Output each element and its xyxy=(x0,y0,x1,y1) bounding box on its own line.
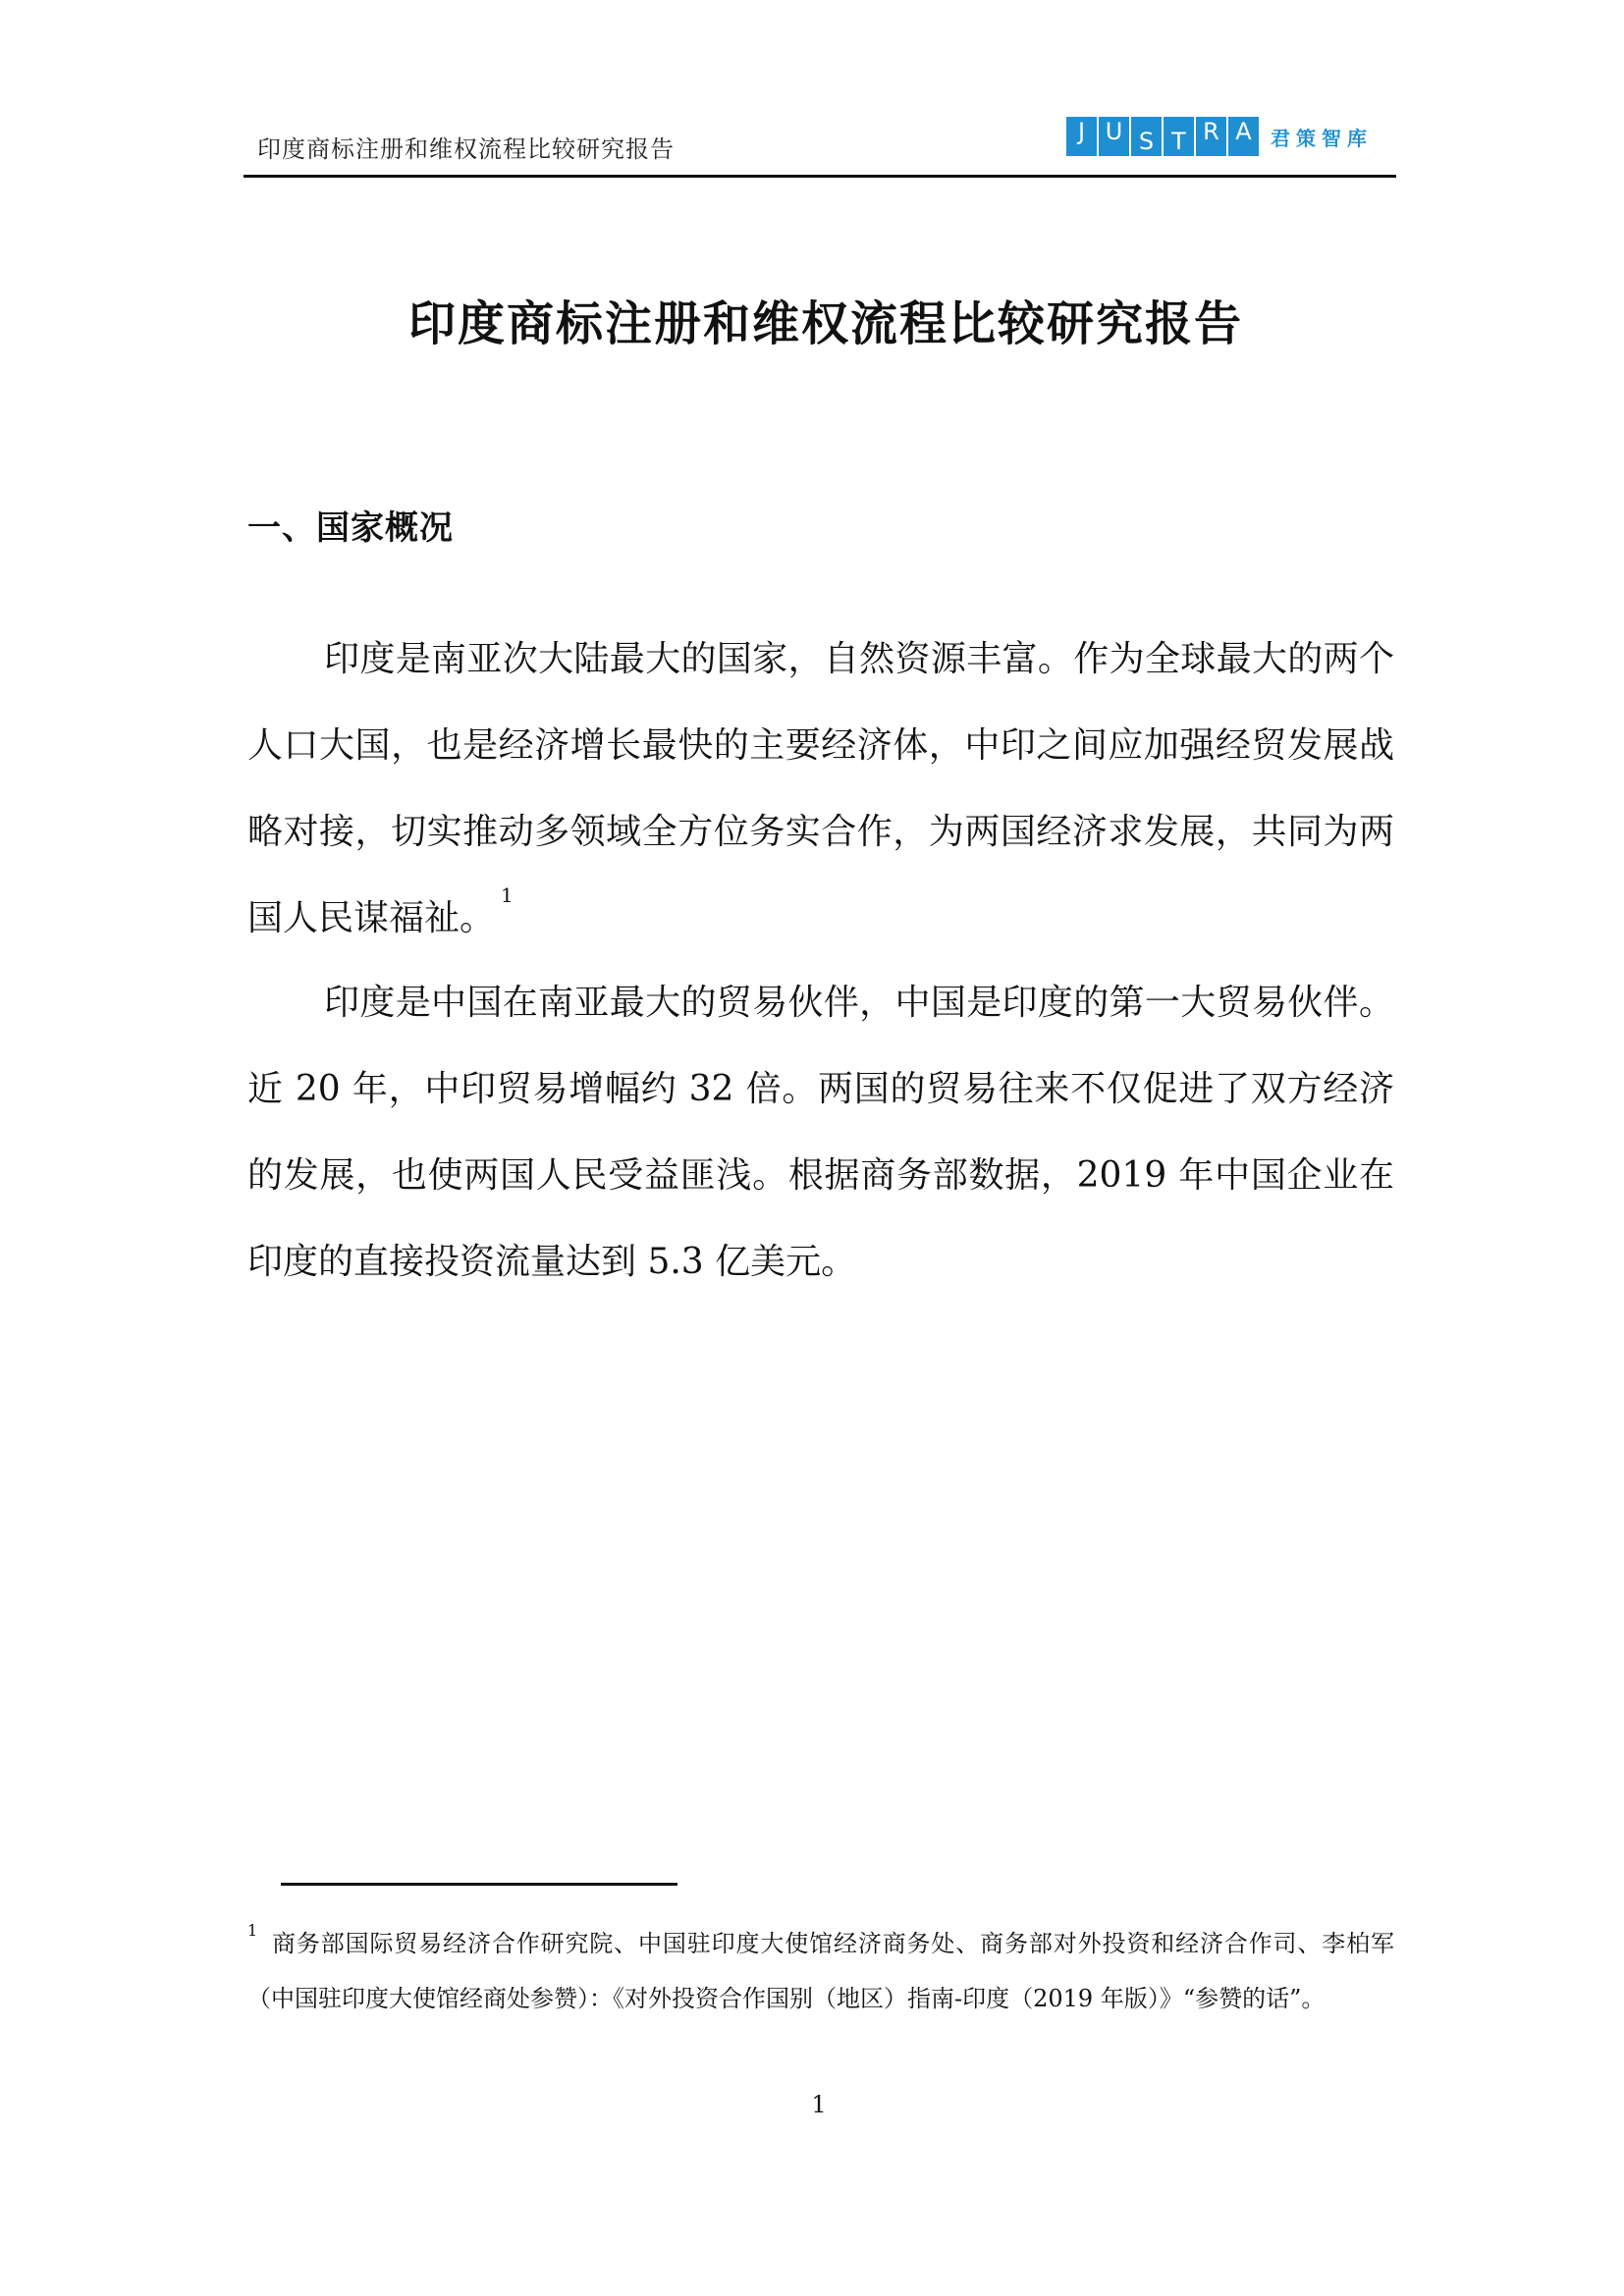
document-title: 印度商标注册和维权流程比较研究报告 xyxy=(407,296,1243,351)
paragraph-1-text: 印度是南亚次大陆最大的国家，自然资源丰富。作为全球最大的两个人口大国，也是经济增长最快的主要经济体，中印之间应加强经贸发展战略对接，切实推动多领域全方位务实合作，为两国经济求发展，共同为两国人民谋福祉。 xyxy=(247,639,1394,938)
header-divider xyxy=(244,175,1396,178)
logo-letter-a: A xyxy=(1228,117,1259,156)
footnote xyxy=(247,1916,1394,2026)
logo-letters xyxy=(1066,117,1261,156)
footnote-number: 1 xyxy=(247,1921,258,1940)
logo-chinese-name: 君策智库 xyxy=(1271,126,1373,150)
footnote-text: 商务部国际贸易经济合作研究院、中国驻印度大使馆经济商务处、商务部对外投资和经济合作司、李柏军（中国驻印度大使馆经商处参赞）：《对外投资合作国别（地区）指南-印度（2019 年版）》“参赞的话”。 xyxy=(247,1930,1394,2012)
logo-letter-t: T xyxy=(1164,117,1194,156)
page-number: 1 xyxy=(811,2091,827,2118)
footnote-separator xyxy=(281,1883,677,1886)
paragraph-2: 印度是中国在南亚最大的贸易伙伴，中国是印度的第一大贸易伙伴。近 20 年，中印贸易增幅约 32 倍。两国的贸易往来不仅促进了双方经济的发展，也使两国人民受益匪浅。根据商务部数据，2019 年中国企业在印度的直接投资流量达到 5.3 亿美元。 xyxy=(247,983,1394,1282)
justra-logo xyxy=(1066,116,1373,157)
running-header-title: 印度商标注册和维权流程比较研究报告 xyxy=(257,135,675,163)
logo-letter-u: U xyxy=(1099,117,1129,156)
logo-letter-j: J xyxy=(1066,117,1097,156)
paragraph-1 xyxy=(247,616,1394,962)
logo-letter-s: S xyxy=(1131,117,1162,156)
section-heading-country-overview: 一、国家概况 xyxy=(247,508,454,548)
logo-letter-r: R xyxy=(1196,117,1226,156)
footnote-reference[interactable]: 1 xyxy=(501,883,514,907)
